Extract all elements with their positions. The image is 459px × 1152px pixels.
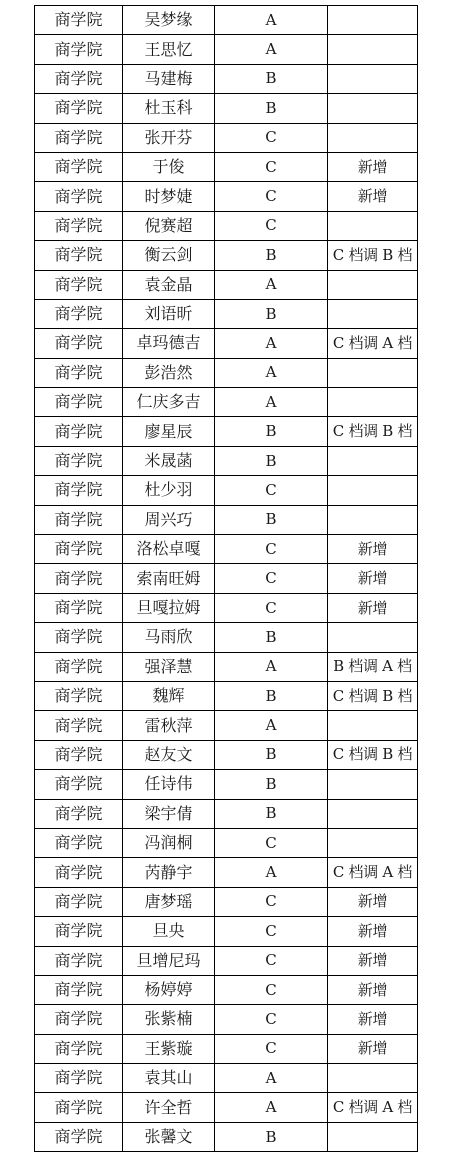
grade-cell: B — [215, 505, 328, 534]
college-cell: 商学院 — [35, 211, 123, 240]
adjustment-note-cell: 新增 — [328, 152, 418, 181]
table-row — [35, 711, 418, 740]
college-cell: 商学院 — [35, 182, 123, 211]
table-row — [35, 887, 418, 916]
table-row — [35, 241, 418, 270]
student-name-cell: 米晟菡 — [123, 446, 215, 475]
adjustment-note-cell — [328, 388, 418, 417]
college-cell: 商学院 — [35, 1122, 123, 1151]
adjustment-note-cell — [328, 6, 418, 35]
table-row — [35, 64, 418, 93]
table-row — [35, 446, 418, 475]
grade-cell: B — [215, 241, 328, 270]
adjustment-note-cell — [328, 211, 418, 240]
student-name-cell: 王思忆 — [123, 35, 215, 64]
table-row — [35, 975, 418, 1004]
grade-cell: B — [215, 770, 328, 799]
grade-cell: C — [215, 535, 328, 564]
table-row — [35, 917, 418, 946]
grade-cell: C — [215, 1034, 328, 1063]
table-body — [35, 6, 418, 1152]
adjustment-note-cell — [328, 270, 418, 299]
grade-cell: A — [215, 711, 328, 740]
student-name-cell: 张馨文 — [123, 1122, 215, 1151]
grade-cell: C — [215, 123, 328, 152]
student-name-cell: 魏辉 — [123, 681, 215, 710]
table-row — [35, 623, 418, 652]
student-name-cell: 彭浩然 — [123, 358, 215, 387]
college-cell: 商学院 — [35, 887, 123, 916]
grade-cell: C — [215, 917, 328, 946]
table-row — [35, 1093, 418, 1122]
table-row — [35, 535, 418, 564]
grade-cell: A — [215, 1064, 328, 1093]
student-name-cell: 周兴巧 — [123, 505, 215, 534]
college-cell: 商学院 — [35, 1093, 123, 1122]
grade-cell: C — [215, 1005, 328, 1034]
grade-cell: A — [215, 35, 328, 64]
college-cell: 商学院 — [35, 64, 123, 93]
college-cell: 商学院 — [35, 388, 123, 417]
college-cell: 商学院 — [35, 623, 123, 652]
adjustment-note-cell — [328, 711, 418, 740]
college-cell: 商学院 — [35, 94, 123, 123]
college-cell: 商学院 — [35, 681, 123, 710]
table-row — [35, 799, 418, 828]
grade-cell: C — [215, 211, 328, 240]
grade-cell: B — [215, 623, 328, 652]
table-row — [35, 358, 418, 387]
grade-cell: A — [215, 1093, 328, 1122]
student-name-cell: 马雨欣 — [123, 623, 215, 652]
college-cell: 商学院 — [35, 241, 123, 270]
college-cell: 商学院 — [35, 299, 123, 328]
college-cell: 商学院 — [35, 270, 123, 299]
document-table-container — [34, 5, 418, 1152]
adjustment-note-cell: 新增 — [328, 946, 418, 975]
student-name-cell: 马建梅 — [123, 64, 215, 93]
adjustment-note-cell — [328, 770, 418, 799]
grade-cell: C — [215, 152, 328, 181]
table-row — [35, 1122, 418, 1151]
table-row — [35, 211, 418, 240]
table-row — [35, 505, 418, 534]
table-row — [35, 828, 418, 857]
adjustment-note-cell — [328, 1064, 418, 1093]
grade-cell: B — [215, 1122, 328, 1151]
college-cell: 商学院 — [35, 152, 123, 181]
adjustment-note-cell: C 档调 B 档 — [328, 681, 418, 710]
adjustment-note-cell — [328, 358, 418, 387]
college-cell: 商学院 — [35, 1005, 123, 1034]
adjustment-note-cell — [328, 123, 418, 152]
table-row — [35, 182, 418, 211]
adjustment-note-cell: C 档调 B 档 — [328, 417, 418, 446]
student-name-cell: 刘语昕 — [123, 299, 215, 328]
student-name-cell: 于俊 — [123, 152, 215, 181]
grade-cell: A — [215, 858, 328, 887]
grade-cell: B — [215, 417, 328, 446]
student-name-cell: 仁庆多吉 — [123, 388, 215, 417]
grade-cell: B — [215, 740, 328, 769]
student-grade-table — [34, 5, 418, 1152]
college-cell: 商学院 — [35, 858, 123, 887]
adjustment-note-cell — [328, 64, 418, 93]
student-name-cell: 芮静宇 — [123, 858, 215, 887]
grade-cell: B — [215, 681, 328, 710]
college-cell: 商学院 — [35, 329, 123, 358]
adjustment-note-cell: 新增 — [328, 564, 418, 593]
student-name-cell: 许全哲 — [123, 1093, 215, 1122]
grade-cell: B — [215, 299, 328, 328]
adjustment-note-cell — [328, 1122, 418, 1151]
table-row — [35, 6, 418, 35]
adjustment-note-cell: C 档调 A 档 — [328, 858, 418, 887]
college-cell: 商学院 — [35, 1064, 123, 1093]
grade-cell: C — [215, 593, 328, 622]
adjustment-note-cell — [328, 505, 418, 534]
table-row — [35, 329, 418, 358]
table-row — [35, 417, 418, 446]
student-name-cell: 吴梦缘 — [123, 6, 215, 35]
adjustment-note-cell — [328, 828, 418, 857]
table-row — [35, 593, 418, 622]
grade-cell: C — [215, 828, 328, 857]
adjustment-note-cell: 新增 — [328, 887, 418, 916]
college-cell: 商学院 — [35, 35, 123, 64]
grade-cell: C — [215, 564, 328, 593]
student-name-cell: 强泽慧 — [123, 652, 215, 681]
student-name-cell: 袁其山 — [123, 1064, 215, 1093]
adjustment-note-cell: 新增 — [328, 535, 418, 564]
college-cell: 商学院 — [35, 505, 123, 534]
college-cell: 商学院 — [35, 446, 123, 475]
adjustment-note-cell — [328, 94, 418, 123]
table-row — [35, 858, 418, 887]
grade-cell: A — [215, 652, 328, 681]
college-cell: 商学院 — [35, 564, 123, 593]
college-cell: 商学院 — [35, 711, 123, 740]
table-row — [35, 564, 418, 593]
adjustment-note-cell: 新增 — [328, 1034, 418, 1063]
table-row — [35, 476, 418, 505]
student-name-cell: 张开芬 — [123, 123, 215, 152]
college-cell: 商学院 — [35, 652, 123, 681]
adjustment-note-cell: C 档调 A 档 — [328, 329, 418, 358]
table-row — [35, 299, 418, 328]
college-cell: 商学院 — [35, 6, 123, 35]
student-name-cell: 索南旺姆 — [123, 564, 215, 593]
grade-cell: C — [215, 946, 328, 975]
student-name-cell: 时梦婕 — [123, 182, 215, 211]
adjustment-note-cell: C 档调 B 档 — [328, 740, 418, 769]
table-row — [35, 94, 418, 123]
student-name-cell: 唐梦瑶 — [123, 887, 215, 916]
grade-cell: A — [215, 388, 328, 417]
adjustment-note-cell: C 档调 A 档 — [328, 1093, 418, 1122]
grade-cell: B — [215, 446, 328, 475]
adjustment-note-cell: 新增 — [328, 1005, 418, 1034]
college-cell: 商学院 — [35, 975, 123, 1004]
college-cell: 商学院 — [35, 593, 123, 622]
grade-cell: A — [215, 270, 328, 299]
grade-cell: A — [215, 329, 328, 358]
grade-cell: B — [215, 64, 328, 93]
student-name-cell: 杜少羽 — [123, 476, 215, 505]
grade-cell: B — [215, 799, 328, 828]
student-name-cell: 廖星辰 — [123, 417, 215, 446]
table-row — [35, 152, 418, 181]
adjustment-note-cell — [328, 623, 418, 652]
table-row — [35, 35, 418, 64]
adjustment-note-cell — [328, 476, 418, 505]
table-row — [35, 946, 418, 975]
college-cell: 商学院 — [35, 828, 123, 857]
student-name-cell: 洛松卓嘎 — [123, 535, 215, 564]
adjustment-note-cell — [328, 799, 418, 828]
student-name-cell: 衡云剑 — [123, 241, 215, 270]
college-cell: 商学院 — [35, 476, 123, 505]
adjustment-note-cell — [328, 446, 418, 475]
student-name-cell: 冯润桐 — [123, 828, 215, 857]
table-row — [35, 123, 418, 152]
college-cell: 商学院 — [35, 123, 123, 152]
college-cell: 商学院 — [35, 417, 123, 446]
student-name-cell: 杨婷婷 — [123, 975, 215, 1004]
grade-cell: A — [215, 6, 328, 35]
college-cell: 商学院 — [35, 1034, 123, 1063]
college-cell: 商学院 — [35, 946, 123, 975]
grade-cell: B — [215, 94, 328, 123]
table-row — [35, 270, 418, 299]
table-row — [35, 770, 418, 799]
table-row — [35, 1064, 418, 1093]
college-cell: 商学院 — [35, 740, 123, 769]
grade-cell: C — [215, 887, 328, 916]
student-name-cell: 杜玉科 — [123, 94, 215, 123]
student-name-cell: 卓玛德吉 — [123, 329, 215, 358]
college-cell: 商学院 — [35, 535, 123, 564]
adjustment-note-cell: 新增 — [328, 182, 418, 211]
college-cell: 商学院 — [35, 917, 123, 946]
college-cell: 商学院 — [35, 799, 123, 828]
table-row — [35, 740, 418, 769]
student-name-cell: 张紫楠 — [123, 1005, 215, 1034]
student-name-cell: 梁宇倩 — [123, 799, 215, 828]
table-row — [35, 1034, 418, 1063]
table-row — [35, 388, 418, 417]
grade-cell: C — [215, 975, 328, 1004]
table-row — [35, 1005, 418, 1034]
student-name-cell: 旦增尼玛 — [123, 946, 215, 975]
grade-cell: C — [215, 182, 328, 211]
college-cell: 商学院 — [35, 358, 123, 387]
student-name-cell: 赵友文 — [123, 740, 215, 769]
student-name-cell: 雷秋萍 — [123, 711, 215, 740]
student-name-cell: 旦嘎拉姆 — [123, 593, 215, 622]
grade-cell: A — [215, 358, 328, 387]
table-row — [35, 681, 418, 710]
student-name-cell: 袁金晶 — [123, 270, 215, 299]
student-name-cell: 任诗伟 — [123, 770, 215, 799]
student-name-cell: 倪赛超 — [123, 211, 215, 240]
college-cell: 商学院 — [35, 770, 123, 799]
adjustment-note-cell: 新增 — [328, 917, 418, 946]
adjustment-note-cell: B 档调 A 档 — [328, 652, 418, 681]
student-name-cell: 王紫璇 — [123, 1034, 215, 1063]
adjustment-note-cell: 新增 — [328, 975, 418, 1004]
grade-cell: C — [215, 476, 328, 505]
adjustment-note-cell: C 档调 B 档 — [328, 241, 418, 270]
adjustment-note-cell — [328, 35, 418, 64]
adjustment-note-cell: 新增 — [328, 593, 418, 622]
table-row — [35, 652, 418, 681]
adjustment-note-cell — [328, 299, 418, 328]
student-name-cell: 旦央 — [123, 917, 215, 946]
